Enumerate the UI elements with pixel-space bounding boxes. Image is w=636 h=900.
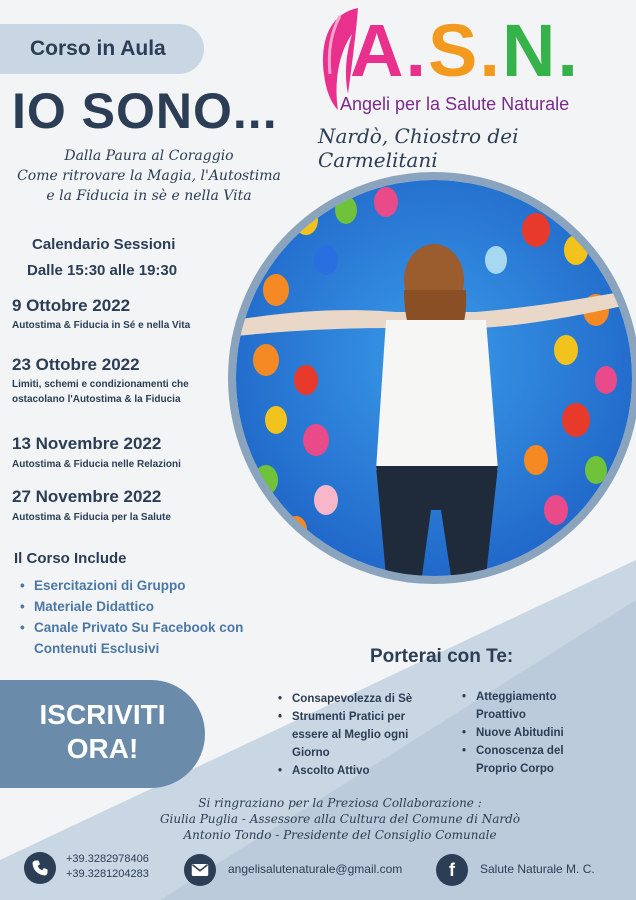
session-date: 13 Novembre 2022 (12, 434, 162, 453)
session-date: 23 Ottobre 2022 (12, 355, 140, 374)
bring-heading: Porterai con Te: (370, 646, 514, 667)
list-item: • Strumenti Pratici per essere al Meglio ogni Giorno (278, 708, 438, 762)
logo-letter: . (405, 9, 429, 92)
phone-number[interactable]: +39.3282978406 (66, 853, 149, 865)
list-item: • Materiale Didattico (20, 596, 280, 617)
course-subtitle: Dalla Paura al Coraggio Come ritrovare la Magia, l'Autostima e la Fiducia in sè e nella Vita (17, 148, 281, 204)
balloons-woman-illustration (236, 180, 632, 576)
event-location: Nardò, Chiostro dei Carmelitani (318, 124, 519, 172)
session-date: 27 Novembre 2022 (12, 487, 162, 506)
facebook-page[interactable]: Salute Naturale M. C. (480, 862, 595, 876)
mail-icon (184, 854, 216, 886)
facebook-icon: f (436, 854, 468, 886)
session-date: 9 Ottobre 2022 (12, 296, 131, 315)
includes-list (20, 575, 280, 659)
logo-letter: A (350, 9, 406, 92)
logo-letter: . (557, 9, 580, 92)
hero-photo (228, 172, 636, 584)
course-title: IO SONO... (12, 83, 278, 139)
phone-number[interactable]: +39.3281204283 (66, 868, 149, 880)
signup-button[interactable] (0, 680, 205, 788)
session-description: Limiti, schemi e condizionamenti che ostacolano l'Autostima & la Fiducia (12, 379, 189, 405)
list-item: • Conoscenza del Proprio Corpo (462, 742, 592, 778)
calendar-heading: Calendario Sessioni (32, 236, 176, 253)
phone-numbers (66, 852, 149, 882)
session-description: Autostima & Fiducia per la Salute (12, 512, 171, 523)
course-type-badge: Corso in Aula (0, 24, 204, 74)
session-description: Autostima & Fiducia in Sé e nella Vita (12, 320, 191, 331)
list-item: • Nuove Abitudini (462, 724, 592, 742)
logo-letter: N (501, 9, 558, 92)
signup-label-line1: ISCRIVITI (39, 699, 166, 730)
list-item: • Ascolto Attivo (278, 762, 438, 780)
email-address[interactable]: angelisalutenaturale@gmail.com (228, 862, 403, 876)
logo-wordmark (350, 9, 580, 92)
benefits-list-left (278, 690, 438, 780)
logo-letter: . (479, 9, 502, 92)
benefits-list-right (462, 688, 592, 778)
logo-tagline: Angeli per la Salute Naturale (340, 94, 570, 114)
list-item: • Atteggiamento Proattivo (462, 688, 592, 724)
list-item: • Consapevolezza di Sè (278, 690, 438, 708)
list-item: • Esercitazioni di Gruppo (20, 575, 280, 596)
list-item: • Canale Privato Su Facebook con Contenuti Esclusivi (20, 617, 280, 659)
logo-letter: S (428, 9, 480, 92)
phone-icon (24, 852, 56, 884)
acknowledgements: Si ringraziano per la Preziosa Collaborazione : Giulia Puglia - Assessore alla Cultura del Comune di Nardò Antonio Tondo - Presidente del Consiglio Comunale (159, 796, 521, 842)
session-description: Autostima & Fiducia nelle Relazioni (12, 459, 181, 470)
signup-label-line2: ORA! (66, 733, 139, 764)
session-time: Dalle 15:30 alle 19:30 (27, 262, 178, 279)
includes-heading: Il Corso Include (14, 550, 127, 567)
